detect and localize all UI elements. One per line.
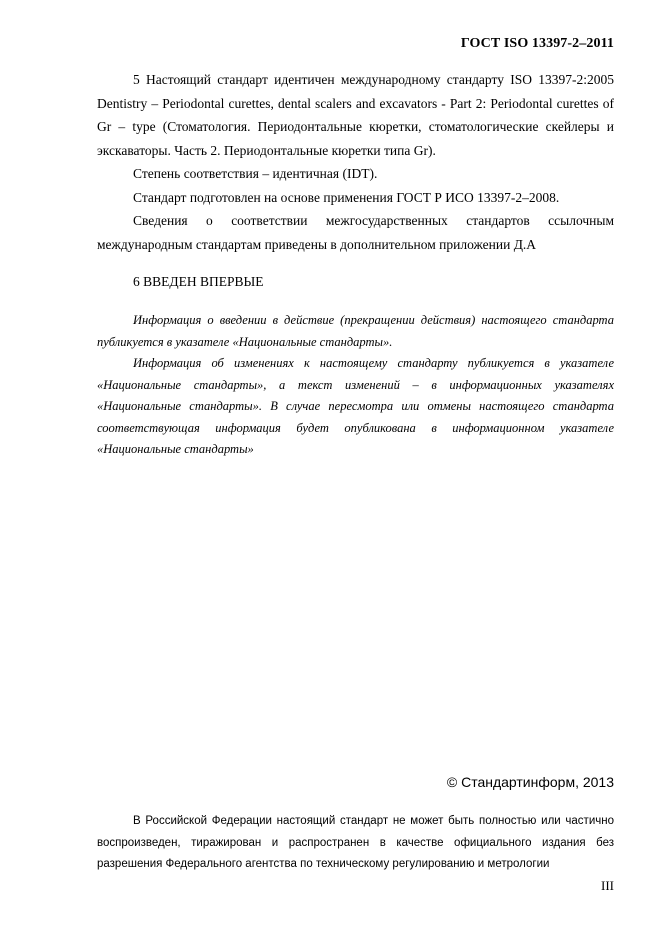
section-5-paragraph-standard-identity: 5 Настоящий стандарт идентичен международному стандарту ISO 13397-2:2005 Dentistry – Periodontal curettes, dental scalers and excavators - Part 2: Periodontal curettes of Gr – type (Стоматология. Периодонтальные кюретки, стоматологические скейлеры и экскаваторы. Часть 2. Периодонтальные кюретки типа Gr). — [97, 72, 614, 158]
info-paragraph-introduction: Информация о введении в действие (прекращении действия) настоящего стандарта публикуется в указателе «Национальные стандарты». — [97, 313, 614, 349]
document-header-title: ГОСТ ISO 13397-2–2011 — [460, 36, 614, 51]
section-6 — [97, 270, 614, 294]
section-5-paragraph-conformity: Степень соответствия – идентичная (IDT). — [133, 166, 378, 181]
reproduction-notice-text: В Российской Федерации настоящий стандарт не может быть полностью или частично воспроизведен, тиражирован и распространен в качестве официального издания без разрешения Федерального агентства по техническому регулированию и метрологии — [97, 815, 614, 870]
section-5 — [97, 68, 614, 256]
page-number: III — [601, 878, 614, 893]
info-paragraph-changes: Информация об изменениях к настоящему стандарту публикуется в указателе «Национальные стандарты», а текст изменений – в информационных указателях «Национальные стандарты». В случае пересмотра или отмены настоящего стандарта соответствующая информация будет опубликована в информационном указателе «Национальные стандарты» — [97, 356, 614, 456]
section-5-paragraph-references: Сведения о соответствии межгосударственных стандартов ссылочным международным стандартам приведены в дополнительном приложении Д.А — [97, 213, 614, 252]
section-6-heading: 6 ВВЕДЕН ВПЕРВЫЕ — [133, 274, 264, 289]
section-5-paragraph-basis: Стандарт подготовлен на основе применения ГОСТ Р ИСО 13397-2–2008. — [133, 189, 560, 205]
info-block — [97, 310, 614, 461]
reproduction-notice — [97, 811, 614, 876]
copyright-line: © Стандартинформ, 2013 — [446, 774, 614, 790]
